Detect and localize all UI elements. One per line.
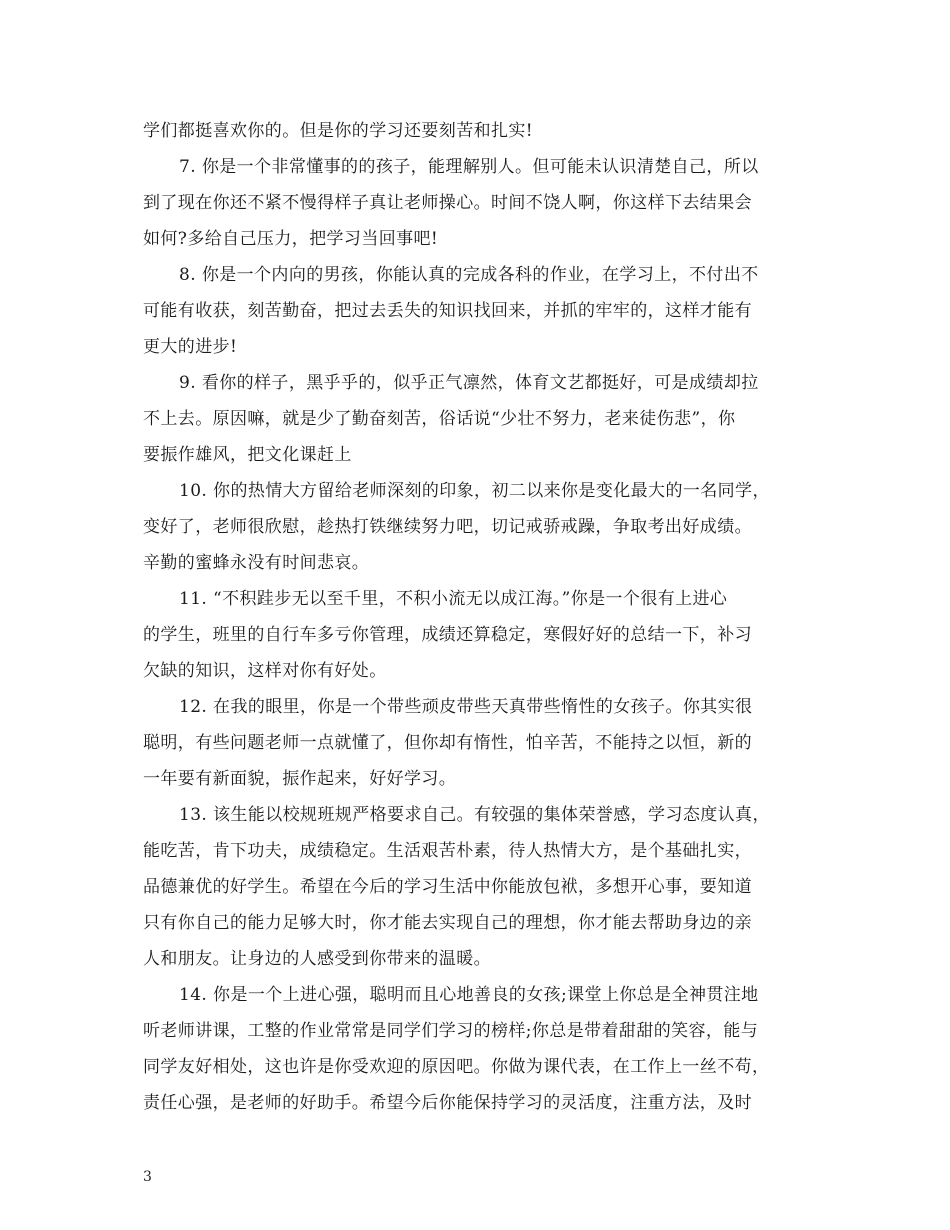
text-line: 8. 你是一个内向的男孩，你能认真的完成各科的作业，在学习上，不付出不 [179, 265, 759, 285]
text-line: 不上去。原因嘛，就是少了勤奋刻苦，俗话说“少壮不努力，老来徒伤悲”，你 [143, 409, 736, 429]
text-line: 7. 你是一个非常懂事的的孩子，能理解别人。但可能未认识清楚自己，所以 [179, 157, 759, 177]
text-line: 更大的进步! [143, 337, 238, 357]
text-line: 到了现在你还不紧不慢得样子真让老师操心。时间不饶人啊，你这样下去结果会 [143, 193, 752, 213]
text-line: 一年要有新面貌，振作起来，好好学习。 [143, 769, 457, 789]
text-line: 11. “不积跬步无以至千里，不积小流无以成江海。”你是一个很有上进心 [179, 589, 728, 609]
text-line: 13. 该生能以校规班规严格要求自己。有较强的集体荣誉感，学习态度认真， [179, 805, 770, 825]
text-line: 能吃苦，肯下功夫，成绩稳定。生活艰苦朴素，待人热情大方，是个基础扎实， [143, 841, 752, 861]
text-line: 欠缺的知识，这样对你有好处。 [143, 661, 387, 681]
text-line: 品德兼优的好学生。希望在今后的学习生活中你能放包袱，多想开心事，要知道 [143, 877, 752, 897]
text-line: 辛勤的蜜蜂永没有时间悲哀。 [143, 553, 370, 573]
text-line: 只有你自己的能力足够大时，你才能去实现自己的理想，你才能去帮助身边的亲 [143, 913, 752, 933]
text-line: 责任心强，是老师的好助手。希望今后你能保持学习的灵活度，注重方法，及时 [143, 1093, 752, 1113]
text-line: 的学生，班里的自行车多亏你管理，成绩还算稳定，寒假好好的总结一下，补习 [143, 625, 752, 645]
text-line: 10. 你的热情大方留给老师深刻的印象，初二以来你是变化最大的一名同学， [179, 481, 770, 501]
text-line: 变好了，老师很欣慰，趁热打铁继续努力吧，切记戒骄戒躁，争取考出好成绩。 [143, 517, 752, 537]
text-line: 要振作雄风，把文化课赶上 [143, 445, 352, 465]
page-number: 3 [143, 1169, 152, 1185]
text-line: 同学友好相处，这也许是你受欢迎的原因吧。你做为课代表，在工作上一丝不苟， [143, 1057, 770, 1077]
text-line: 学们都挺喜欢你的。但是你的学习还要刻苦和扎实! [143, 121, 534, 141]
text-line: 可能有收获，刻苦勤奋，把过去丢失的知识找回来，并抓的牢牢的，这样才能有 [143, 301, 752, 321]
text-line: 14. 你是一个上进心强，聪明而且心地善良的女孩;课堂上你总是全神贯注地 [179, 985, 759, 1005]
text-line: 听老师讲课，工整的作业常常是同学们学习的榜样;你总是带着甜甜的笑容，能与 [143, 1021, 759, 1041]
text-line: 聪明，有些问题老师一点就懂了，但你却有惰性，怕辛苦，不能持之以恒，新的 [143, 733, 752, 753]
text-line: 12. 在我的眼里，你是一个带些顽皮带些天真带些惰性的女孩子。你其实很 [179, 697, 753, 717]
text-line: 9. 看你的样子，黑乎乎的，似乎正气凛然，体育文艺都挺好，可是成绩却拉 [179, 373, 759, 393]
text-line: 人和朋友。让身边的人感受到你带来的温暖。 [143, 949, 491, 969]
text-line: 如何?多给自己压力，把学习当回事吧! [143, 229, 439, 249]
